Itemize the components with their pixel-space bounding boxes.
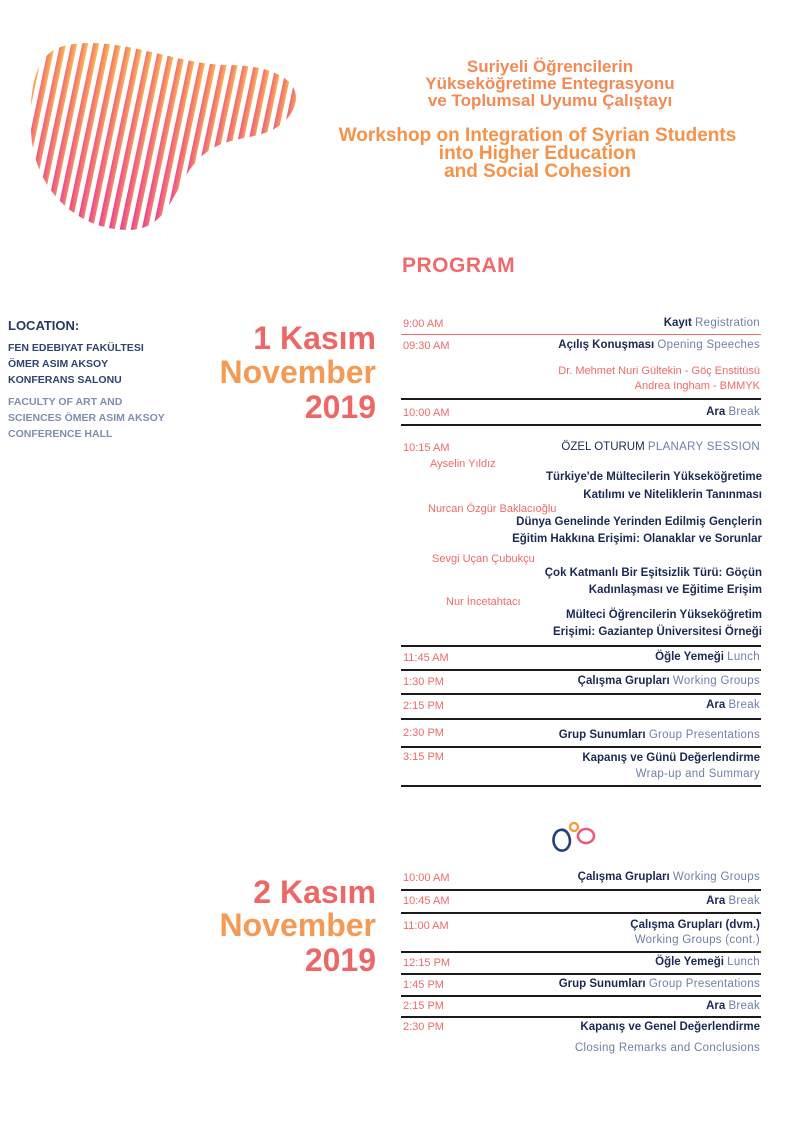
day1-date: 1 Kasım (253, 320, 376, 356)
item-en: Registration (695, 317, 760, 329)
day1-speaker-1: Dr. Mehmet Nuri Gültekin - Göç Enstitüsü (558, 365, 760, 377)
divider (401, 889, 761, 891)
day2-item-presentations (559, 978, 760, 990)
title-tr-line-2: Yükseköğretime Entegrasyonu (425, 74, 675, 93)
location-tr-line-3: KONFERANS SALONU (8, 374, 122, 386)
session-talk-line: Erişimi: Gaziantep Üniversitesi Örneği (553, 626, 762, 638)
divider (401, 1016, 761, 1018)
item-tr: Kapanış ve Genel Değerlendirme (580, 1021, 760, 1033)
location-tr-line-2: ÖMER ASIM AKSOY (8, 358, 109, 370)
day2-time-break-2: 2:15 PM (403, 1000, 444, 1012)
day1-speaker-2: Andrea Ingham - BMMYK (634, 380, 760, 392)
day1-month: November (219, 354, 376, 390)
day2-item-closing-tr (580, 1021, 760, 1033)
session-speaker: Sevgi Uçan Çubukçu (432, 553, 535, 565)
day1-item-session (561, 441, 760, 453)
session-talk-line: Türkiye'de Mültecilerin Yükseköğretime (546, 471, 762, 483)
location-tr-line-1: FEN EDEBIYAT FAKÜLTESI (8, 342, 144, 354)
day2-time-working-groups: 10:00 AM (403, 872, 450, 884)
location-en-line-2: SCIENCES ÖMER ASIM AKSOY (8, 412, 165, 424)
divider (401, 424, 761, 426)
day1-item-break-2 (706, 699, 760, 711)
day1-item-working-groups (578, 675, 760, 687)
item-tr: Ara (706, 895, 726, 907)
day2-time-lunch: 12:15 PM (403, 957, 451, 969)
divider (401, 785, 761, 787)
title-en-line-3: and Social Cohesion (444, 161, 631, 182)
item-tr: Grup Sunumları (558, 729, 646, 741)
day2-item-lunch (655, 956, 760, 968)
divider (401, 973, 761, 975)
day2-item-break (706, 895, 760, 907)
item-en: Lunch (727, 651, 760, 663)
day2-item-working-groups-cont-tr (630, 919, 760, 931)
item-tr: ÖZEL OTURUM (561, 441, 645, 453)
location-label: LOCATION: (8, 318, 80, 333)
session-talk-line: Kadınlaşması ve Eğitime Erişim (588, 584, 762, 596)
location-en-line-3: CONFERENCE HALL (8, 428, 113, 440)
item-tr: Öğle Yemeği (655, 651, 724, 663)
session-speaker: Nur İncetahtacı (446, 596, 521, 608)
session-speaker: Ayselin Yıldız (430, 458, 496, 470)
item-tr: Çalışma Grupları (577, 871, 670, 883)
day2-item-working-groups-cont-en (635, 934, 760, 946)
item-tr: Grup Sunumları (558, 978, 646, 990)
session-talk-line: Mülteci Öğrencilerin Yükseköğretim (566, 609, 762, 621)
session-talk-line: Çok Katmanlı Bir Eşitsizlik Türü: Göçün (544, 567, 762, 579)
day1-item-wrapup-tr (582, 752, 760, 764)
day1-item-registration (664, 317, 760, 329)
item-en: Working Groups (672, 675, 760, 687)
day1-time-wrapup: 3:15 PM (403, 751, 444, 763)
day1-time-break: 10:00 AM (403, 407, 450, 419)
rings-logo-icon (548, 820, 602, 854)
session-talk-line: Dünya Genelinde Yerinden Edilmiş Gençlerin (516, 516, 762, 528)
day1-item-wrapup-en (636, 768, 760, 780)
session-speaker: Nurcan Özgür Baklacıoğlu (428, 503, 557, 515)
item-tr: Kayıt (663, 317, 692, 329)
divider (401, 951, 761, 953)
item-en: Wrap-up and Summary (635, 768, 760, 780)
location-en-line-1: FACULTY OF ART AND (8, 396, 123, 408)
day2-year: 2019 (304, 942, 376, 978)
title-en-line-1: Workshop on Integration of Syrian Students (338, 125, 737, 146)
item-tr: Kapanış ve Günü Değerlendirme (582, 752, 760, 764)
item-en: Lunch (727, 956, 760, 968)
divider (401, 669, 761, 671)
divider (401, 334, 761, 335)
title-tr-line-3: ve Toplumsal Uyumu Çalıştayı (427, 91, 673, 110)
item-en: Opening Speeches (657, 339, 760, 351)
item-en: Group Presentations (648, 978, 760, 990)
day1-year: 2019 (304, 389, 376, 425)
divider (401, 718, 761, 720)
day2-date: 2 Kasım (253, 874, 376, 910)
item-tr: Ara (706, 406, 726, 418)
day1-time-session: 10:15 AM (403, 442, 450, 454)
session-talk-line: Eğitim Hakkına Erişimi: Olanaklar ve Sorunlar (512, 533, 762, 545)
day1-time-break-2: 2:15 PM (403, 700, 444, 712)
divider (401, 912, 761, 914)
workshop-logo-icon (28, 40, 300, 232)
item-tr: Öğle Yemeği (655, 956, 724, 968)
day2-time-working-groups-cont: 11:00 AM (403, 920, 449, 932)
day1-item-opening (558, 339, 760, 351)
program-heading: PROGRAM (402, 254, 516, 277)
divider (401, 746, 761, 748)
title-tr-line-1: Suriyeli Öğrencilerin (466, 57, 634, 76)
divider (401, 693, 761, 695)
item-tr: Ara (706, 1000, 726, 1012)
day2-time-closing: 2:30 PM (403, 1021, 444, 1033)
day1-time-lunch: 11:45 AM (403, 652, 449, 664)
day1-time-opening: 09:30 AM (403, 340, 450, 352)
divider (401, 645, 761, 647)
day2-item-break-2 (706, 1000, 760, 1012)
item-tr: Açılış Konuşması (558, 339, 655, 351)
day1-time-presentations: 2:30 PM (403, 727, 444, 739)
day2-item-working-groups (578, 871, 760, 883)
item-en: PLANARY SESSION (647, 441, 760, 453)
day2-month: November (219, 907, 376, 943)
day2-item-closing-en (575, 1042, 760, 1054)
item-tr: Çalışma Grupları (dvm.) (630, 919, 760, 931)
item-en: Break (728, 1000, 760, 1012)
day1-item-lunch (655, 651, 760, 663)
item-en: Working Groups (672, 871, 760, 883)
item-en: Break (728, 895, 760, 907)
item-en: Break (728, 406, 760, 418)
item-en: Break (728, 699, 760, 711)
day1-item-break (706, 406, 760, 418)
day1-time-working-groups: 1:30 PM (403, 676, 444, 688)
day1-time-registration: 9:00 AM (403, 318, 444, 330)
item-en: Group Presentations (648, 729, 760, 741)
session-talk-line: Katılımı ve Niteliklerin Tanınması (583, 489, 762, 501)
day2-time-presentations: 1:45 PM (403, 979, 444, 991)
day1-item-presentations (559, 729, 760, 741)
day2-time-break: 10:45 AM (403, 895, 450, 907)
title-en-line-2: into Higher Education (438, 143, 637, 164)
item-en: Closing Remarks and Conclusions (574, 1042, 760, 1054)
item-en: Working Groups (cont.) (634, 934, 760, 946)
divider (401, 995, 761, 997)
item-tr: Çalışma Grupları (577, 675, 670, 687)
divider (401, 398, 761, 400)
item-tr: Ara (706, 699, 726, 711)
